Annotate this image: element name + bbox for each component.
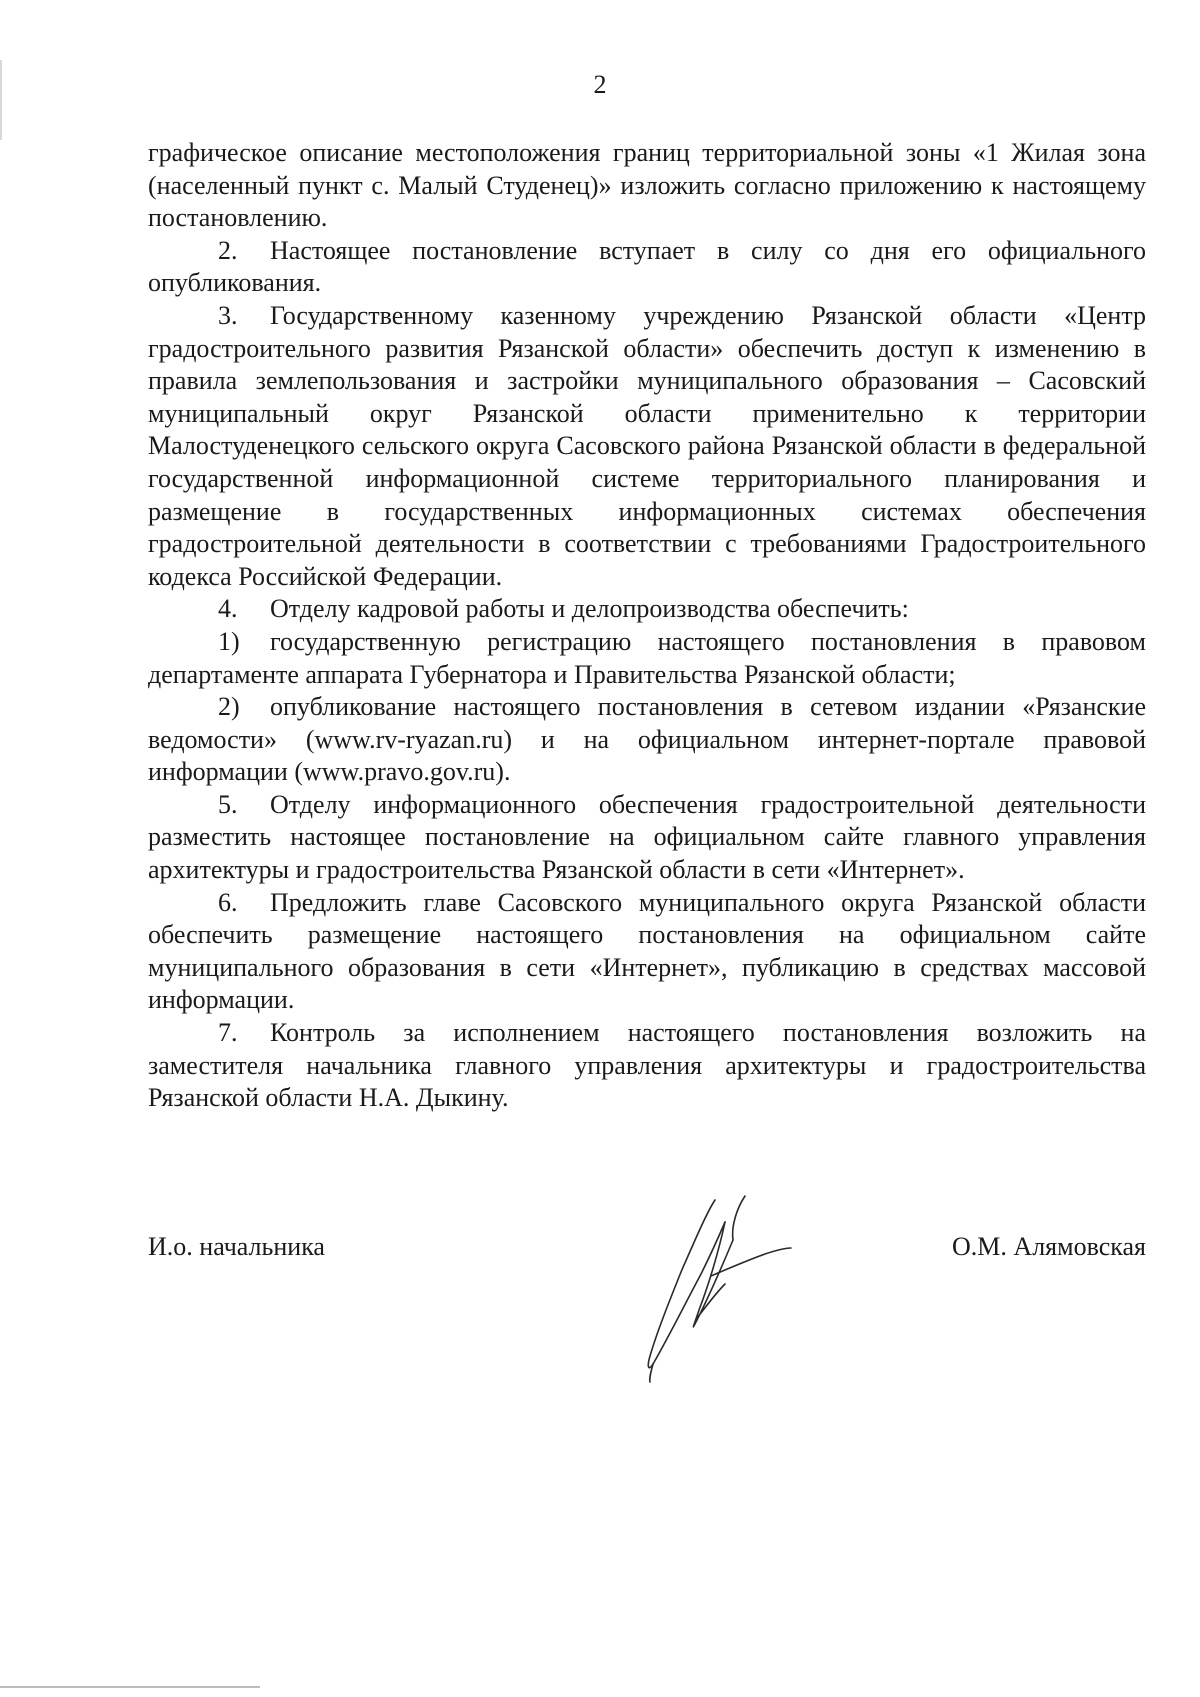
paragraph-number: 6. — [218, 887, 238, 917]
paragraph-number: 5. — [218, 789, 238, 819]
scan-bottom-edge — [0, 1686, 260, 1688]
paragraph-text: Отделу кадровой работы и делопроизводства обеспечить: — [270, 594, 909, 624]
paragraph-number: 2. — [218, 235, 238, 265]
paragraph-text: государственную регистрацию настоящего постановления в правовом департаменте аппарата Губернатора и Правительства Рязанской области; — [148, 626, 1146, 689]
paragraph-5 — [148, 789, 1146, 887]
paragraph-text: Государственному казенному учреждению Рязанской области «Центр градостроительного развития Рязанской области» обеспечить доступ к изменению в правила землепользования и застройки муниципального образования – Сасовский муниципальный округ Рязанской области применительно к территории Малостуденецкого сельского округа Сасовского района Рязанской области в федеральной государственной информационной системе территориального планирования и размещение в государственных информационных системах обеспечения градостроительной деятельности в соответствии с требованиями Градостроительного кодекса Российской Федерации. — [148, 300, 1146, 591]
paragraph-2 — [148, 235, 1146, 300]
paragraph-7 — [148, 1017, 1146, 1115]
paragraph-4-1 — [148, 626, 1146, 691]
handwritten-signature — [615, 1180, 815, 1390]
document-body — [148, 137, 1146, 1115]
paragraph-text: опубликование настоящего постановления в сетевом издании «Рязанские ведомости» (www.rv-ryazan.ru) и на официальном интернет-портале правовой информации (www.pravo.gov.ru). — [148, 692, 1146, 787]
paragraph-text: Отделу информационного обеспечения градостроительной деятельности разместить настоящее постановление на официальном сайте главного управления архитектуры и градостроительства Рязанской области в сети «Интернет». — [148, 789, 1146, 885]
paragraph-text: графическое описание местоположения границ территориальной зоны «1 Жилая зона (населенный пункт с. Малый Студенец)» изложить согласно приложению к настоящему постановлению. — [148, 138, 1146, 233]
paragraph-number: 4. — [218, 594, 238, 624]
signatory-title: И.о. начальника — [148, 1232, 325, 1261]
paragraph-4 — [148, 593, 1146, 626]
paragraph-number: 7. — [218, 1018, 238, 1048]
paragraph-4-2 — [148, 691, 1146, 789]
paragraph-text: Контроль за исполнением настоящего постановления возложить на заместителя начальника главного управления архитектуры и градостроительства Рязанской области Н.А. Дыкину. — [148, 1018, 1146, 1113]
paragraph-continuation — [148, 137, 1146, 235]
page-number: 2 — [593, 70, 607, 99]
paragraph-number: 1) — [218, 626, 240, 656]
paragraph-6 — [148, 887, 1146, 1017]
paragraph-text: Предложить главе Сасовского муниципального округа Рязанской области обеспечить размещение настоящего постановления на официальном сайте муниципального образования в сети «Интернет», публикацию в средствах массовой информации. — [148, 887, 1146, 1015]
paragraph-number: 2) — [218, 692, 240, 722]
paragraph-number: 3. — [218, 300, 238, 330]
paragraph-3 — [148, 300, 1146, 593]
paragraph-text: Настоящее постановление вступает в силу со дня его официального опубликования. — [148, 235, 1146, 298]
signatory-name: О.М. Алямовская — [952, 1232, 1146, 1261]
